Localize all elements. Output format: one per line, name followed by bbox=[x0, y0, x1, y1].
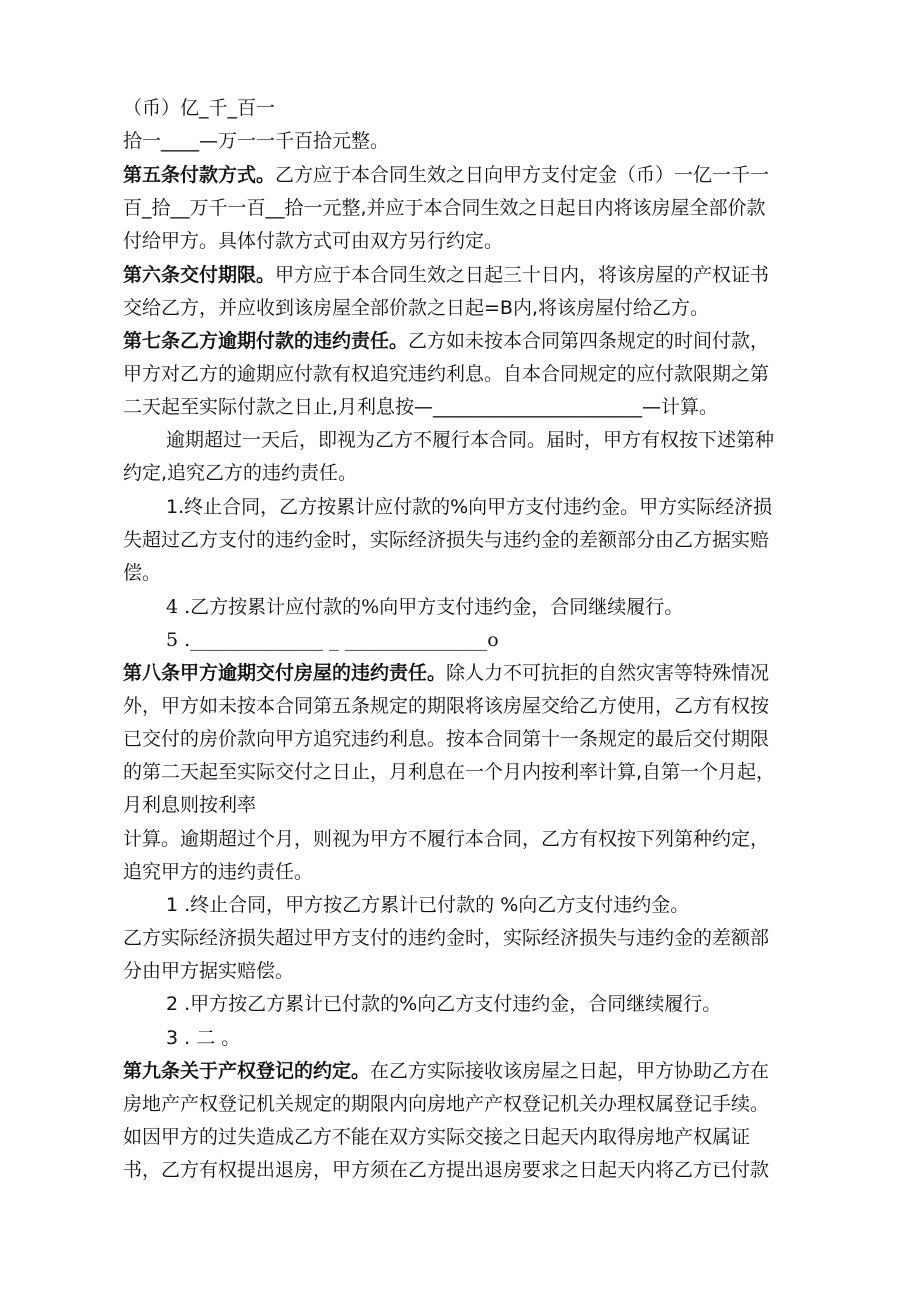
article-7-line-4: 逾期超过一天后，即视为乙方不履行本合同。届时，甲方有权按下述第种 bbox=[166, 429, 775, 451]
article-8-item-2: 2 .甲方按乙方累计已付款的%向乙方支付违约金，合同继续履行。 bbox=[166, 993, 722, 1015]
article-7-line-3: 二天起至实际付款之日止,月利息按—______________________—计算。 bbox=[123, 396, 719, 418]
article-9-line-2: 房地产产权登记机关规定的期限内向房地产产权登记机关办理权属登记手续。 bbox=[123, 1093, 770, 1115]
article-7-line-1: 第七条乙方逾期付款的违约责任。乙方如未按本合同第四条规定的时间付款， bbox=[123, 330, 770, 352]
article-7-item-1: 1.终止合同，乙方按累计应付款的%向甲方支付违约金。甲方实际经济损 bbox=[166, 496, 773, 518]
article-8-line-1: 第八条甲方逾期交付房屋的违约责任。除人力不可抗拒的自然灾害等特殊情况 bbox=[123, 662, 770, 684]
article-7-item-1-end: 偿。 bbox=[123, 562, 162, 584]
article-9-line-4: 书，乙方有权提出退房，甲方须在乙方提出退房要求之日起天内将乙方已付款 bbox=[123, 1159, 770, 1181]
article-7-line-5: 约定,追究乙方的违约责任。 bbox=[123, 462, 358, 484]
article-7-item-5: 5 .______________ _ _______________o bbox=[166, 629, 499, 651]
article-7-line-2: 甲方对乙方的逾期应付款有权追究违约利息。自本合同规定的应付款限期之第 bbox=[123, 363, 770, 385]
article-5-heading: 第五条付款方式。 bbox=[123, 164, 276, 186]
article-7-heading: 第七条乙方逾期付款的违约责任。 bbox=[123, 330, 409, 352]
article-8-heading: 第八条甲方逾期交付房屋的违约责任。 bbox=[123, 662, 447, 684]
article-8-item-1: 1 .终止合同，甲方按乙方累计已付款的 %向乙方支付违约金。 bbox=[166, 894, 690, 916]
article-7-item-4: 4 .乙方按累计应付款的%向甲方支付违约金，合同继续履行。 bbox=[166, 596, 684, 618]
article-8-line-2: 外，甲方如未按本合同第五条规定的期限将该房屋交给乙方使用，乙方有权按 bbox=[123, 695, 770, 717]
article-8-item-1-cont: 乙方实际经济损失超过甲方支付的违约金时，实际经济损失与违约金的差额部 bbox=[123, 927, 770, 949]
article-8-line-5: 月利息则按利率 bbox=[123, 794, 257, 816]
article-6-heading: 第六条交付期限。 bbox=[123, 264, 276, 286]
article-9-line-1: 第九条关于产权登记的约定。在乙方实际接收该房屋之日起，甲方协助乙方在 bbox=[123, 1060, 770, 1082]
article-8-item-3: 3 . 二 。 bbox=[166, 1027, 241, 1049]
article-7-item-1-cont: 失超过乙方支付的违约金时，实际经济损失与违约金的差额部分由乙方据实赔 bbox=[123, 529, 770, 551]
line-2: 拾一____—万一一千百拾元整。 bbox=[123, 130, 390, 152]
article-9-heading: 第九条关于产权登记的约定。 bbox=[123, 1060, 371, 1082]
article-5-line-1: 第五条付款方式。乙方应于本合同生效之日向甲方支付定金（币）一亿一千一 bbox=[123, 164, 770, 186]
article-8-line-3: 已交付的房价款向甲方追究违约利息。按本合同第十一条规定的最后交付期限 bbox=[123, 728, 770, 750]
article-8-line-6: 计算。逾期超过个月，则视为甲方不履行本合同，乙方有权按下列第种约定， bbox=[123, 828, 770, 850]
article-5-line-2: 百_拾__万千一百__拾一元整,并应于本合同生效之日起日内将该房屋全部价款 bbox=[123, 197, 766, 219]
article-6-line-2: 交给乙方，并应收到该房屋全部价款之日起=B内,将该房屋付给乙方。 bbox=[123, 297, 709, 319]
article-9-line-3: 如因甲方的过失造成乙方不能在双方实际交接之日起天内取得房地产权属证 bbox=[123, 1126, 751, 1148]
article-8-line-7: 追究甲方的违约责任。 bbox=[123, 861, 314, 883]
article-5-line-3: 付给甲方。具体付款方式可由双方另行约定。 bbox=[123, 230, 504, 252]
article-8-line-4: 的第二天起至实际交付之日止，月利息在一个月内按利率计算,自第一个月起， bbox=[123, 761, 776, 783]
article-8-item-1-end: 分由甲方据实赔偿。 bbox=[123, 960, 295, 982]
article-6-line-1: 第六条交付期限。甲方应于本合同生效之日起三十日内，将该房屋的产权证书 bbox=[123, 264, 770, 286]
line-1: （币）亿_千_百一 bbox=[123, 97, 276, 119]
